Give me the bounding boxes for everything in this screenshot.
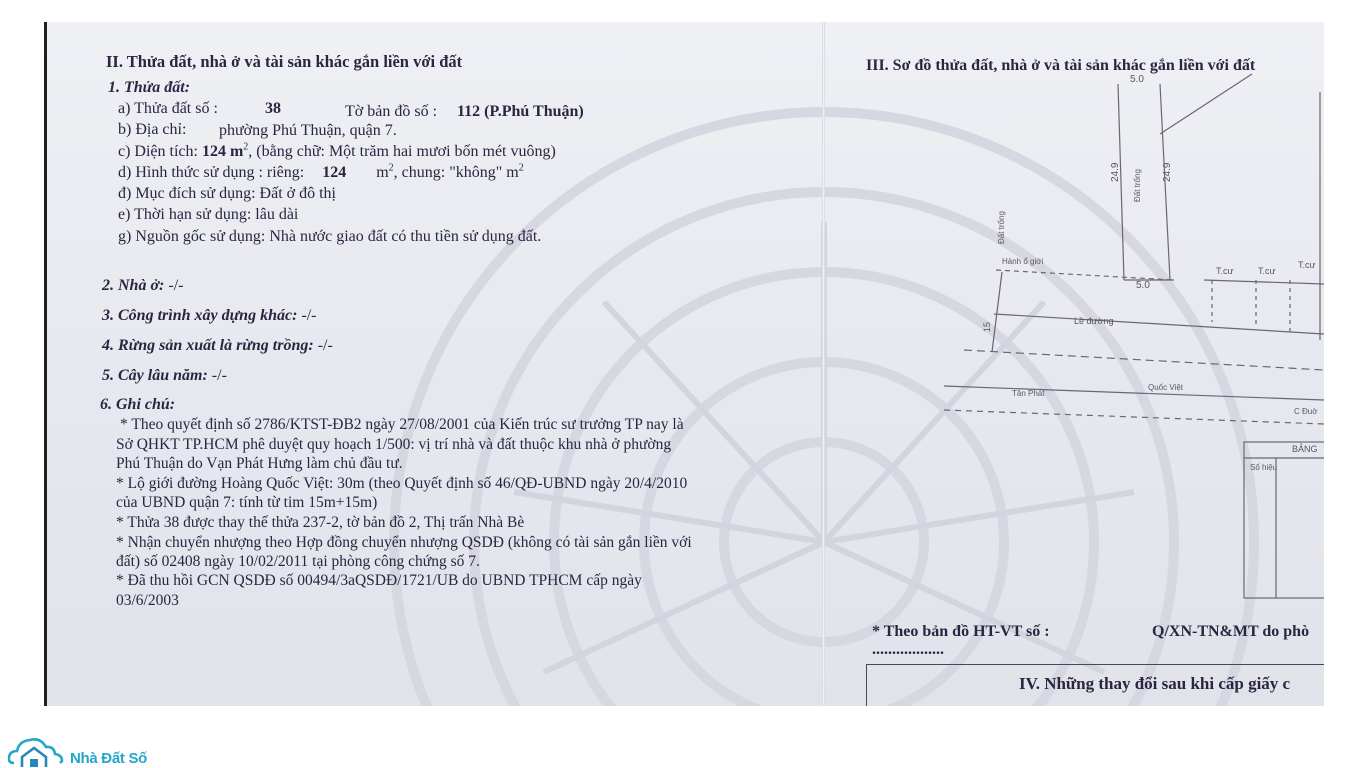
house-label: 2. Nhà ở: — [102, 277, 165, 294]
usage-origin: g) Nguồn gốc sử dụng: Nhà nước giao đất có thu tiền sử dụng đất. — [118, 228, 542, 245]
lot-line — [1204, 280, 1324, 284]
usage-form: d) Hình thức sử dụng : riêng: 124 $m^2$, chung: "không" $m^2$ — [118, 162, 524, 181]
address-value: phường Phú Thuận, quận 7. — [219, 122, 397, 139]
house-value: -/- — [168, 277, 184, 294]
usage-purpose: đ) Mục đích sử dụng: Đất ở đô thị — [118, 185, 336, 202]
road-edge-line — [944, 410, 1324, 424]
diagonal-boundary — [1160, 74, 1252, 134]
house-cloud-icon — [8, 733, 68, 767]
road-name-1: Tân Phát — [1012, 389, 1045, 398]
note-line: * Nhận chuyển nhượng theo Hợp đồng chuyển nhượng QSDĐ (không có tài sản gắn liền với — [116, 534, 692, 551]
dimension-left: 24.9 — [1110, 162, 1121, 182]
usage-private-value: 124 — [322, 164, 347, 181]
legend-table-heading: BẢNG — [1292, 444, 1318, 454]
footer — [0, 706, 1366, 768]
note-line: Sở QHKT TP.HCM phê duyệt quy hoạch 1/500: vị trí nhà và đất thuộc khu nhà ở phường — [116, 436, 672, 453]
map-note-label: * Theo bản đồ HT-VT số : — [872, 623, 1050, 640]
section-iii-heading: III. Sơ đồ thửa đất, nhà ở và tài sản khác gắn liền với đất — [866, 57, 1256, 74]
road-name-3: C Đuờ — [1294, 407, 1318, 416]
lot-label: T.cư — [1216, 266, 1234, 276]
section-ii-heading: II. Thửa đất, nhà ở và tài sản khác gắn liền với đất — [106, 52, 463, 71]
note-line: * Đã thu hồi GCN QSDĐ số 00494/3aQSDĐ/1721/UB do UBND TPHCM cấp ngày — [116, 572, 642, 589]
land-heading: 1. Thửa đất: — [108, 79, 191, 96]
parcel-label-2: Đất trống — [1133, 169, 1142, 202]
forest-value: -/- — [317, 337, 333, 354]
sidewalk-label: Lề đường — [1074, 316, 1114, 326]
usage-form-label: d) Hình thức sử dụng : riêng: — [118, 164, 305, 181]
note-line: * Theo quyết định số 2786/KTST-ĐB2 ngày 27/08/2001 của Kiến trúc sư trưởng TP nay là — [120, 416, 684, 433]
lot-label: T.cư — [1298, 260, 1316, 270]
section-iv-box — [866, 664, 1324, 706]
map-note-value: Q/XN-TN&MT do phò — [1152, 623, 1310, 640]
area-label: c) Diện tích: 124 $m^2$, (bằng chữ: Một trăm hai mươi bốn mét vuông) — [118, 141, 556, 160]
other-works-value: -/- — [301, 307, 317, 324]
legend-table-column: Số hiệu — [1250, 463, 1278, 472]
road-width-label: 15 — [982, 321, 992, 332]
certificate-photo — [44, 22, 1324, 706]
note-line: Phú Thuận do Vạn Phát Hưng làm chủ đầu tư. — [116, 455, 403, 472]
usage-term: e) Thời hạn sử dụng: lâu dài — [118, 206, 299, 223]
setback-label: Hành ổ giới — [1002, 257, 1044, 266]
lot-label: T.cư — [1258, 266, 1276, 276]
usage-common: , chung: "không" m — [393, 164, 519, 181]
logo-text: Nhà Đất Số — [70, 750, 148, 767]
dimension-top: 5.0 — [1130, 74, 1144, 85]
road-name-2: Quốc Việt — [1148, 383, 1183, 392]
section-iv-heading: IV. Những thay đổi sau khi cấp giấy c — [1019, 674, 1291, 693]
note-line: * Thửa 38 được thay thế thửa 237-2, tờ bản đồ 2, Thị trấn Nhà Bè — [116, 514, 525, 531]
land-plot-diagram — [44, 22, 1324, 706]
other-works-label: 3. Công trình xây dựng khác: — [102, 307, 298, 324]
forest-label: 4. Rừng sản xuất là rừng trồng: — [102, 337, 314, 354]
road-center-line — [964, 350, 1324, 370]
area-words: , (bằng chữ: Một trăm hai mươi bốn mét vuông) — [248, 143, 556, 160]
note-line: * Lộ giới đường Hoàng Quốc Việt: 30m (theo Quyết định số 46/QĐ-UBND ngày 20/4/2010 — [116, 475, 688, 492]
map-sheet-value: 112 (P.Phú Thuận) — [457, 103, 584, 120]
road-edge-line — [944, 386, 1324, 400]
map-sheet-label: Tờ bản đồ số : — [345, 103, 438, 120]
address-label: b) Địa chỉ: — [118, 121, 187, 138]
notes-label: 6. Ghi chú: — [100, 396, 176, 413]
usage-unit: m — [376, 164, 389, 181]
trees-value: -/- — [211, 367, 227, 384]
parcel-number: 38 — [265, 100, 281, 117]
setback-line — [996, 270, 1174, 280]
parcel-label-1: Đất trống — [997, 211, 1006, 244]
trees-label: 5. Cây lâu năm: — [102, 367, 208, 384]
map-note-dots: .................. — [872, 641, 944, 658]
parcel-label: a) Thửa đất số : — [118, 100, 218, 117]
dimension-line — [992, 272, 1002, 352]
dimension-bottom: 5.0 — [1136, 280, 1150, 291]
area-value: 124 m — [201, 143, 244, 160]
note-line: 03/6/2003 — [116, 592, 179, 609]
note-line: của UBND quận 7: tính từ tim 15m+15m) — [116, 494, 378, 511]
note-line: đất) số 02408 ngày 10/02/2011 tại phòng công chứng số 7. — [116, 553, 480, 570]
sidewalk-line — [994, 314, 1324, 334]
dimension-right: 24.9 — [1162, 162, 1173, 182]
area-label-text: c) Diện tích: — [118, 143, 198, 160]
